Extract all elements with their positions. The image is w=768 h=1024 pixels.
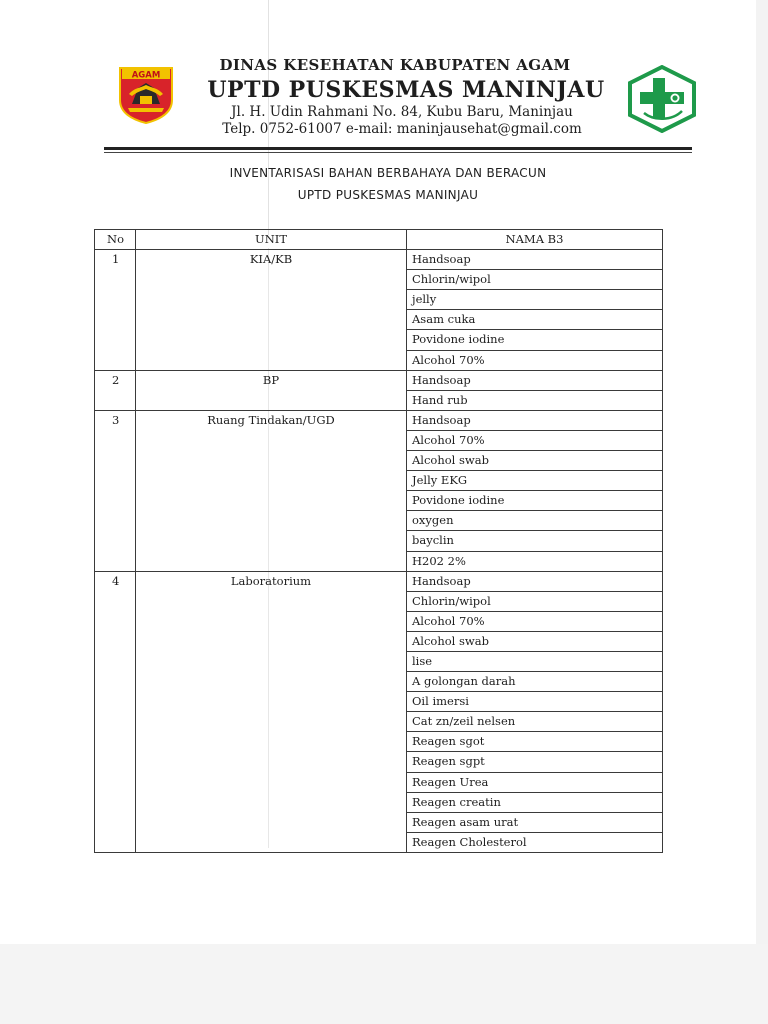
address-line: Jl. H. Udin Rahmani No. 84, Kubu Baru, Maninjau <box>231 104 573 120</box>
b3-item-name: jelly <box>407 290 663 310</box>
b3-item-name: Reagen creatin <box>407 792 663 812</box>
row-number: 3 <box>95 410 136 571</box>
letterhead-rule <box>104 147 692 150</box>
scan-margin <box>0 944 768 1024</box>
letterhead-rule-thin <box>104 152 692 153</box>
b3-item-name: Reagen Urea <box>407 772 663 792</box>
b3-item-name: bayclin <box>407 531 663 551</box>
header-unit: UNIT <box>136 230 407 250</box>
agency-name: DINAS KESEHATAN KABUPATEN AGAM <box>219 56 571 74</box>
unit-name: Laboratorium <box>136 571 407 852</box>
b3-item-name: Alcohol 70% <box>407 611 663 631</box>
emblem-label: AGAM <box>131 70 161 81</box>
institution-name: UPTD PUSKESMAS MANINJAU <box>207 77 605 103</box>
unit-name: Ruang Tindakan/UGD <box>136 410 407 571</box>
table-row <box>95 571 663 591</box>
inventory-table <box>94 229 663 853</box>
b3-item-name: Asam cuka <box>407 310 663 330</box>
b3-item-name: H202 2% <box>407 551 663 571</box>
header-nama-b3: NAMA B3 <box>407 230 663 250</box>
b3-item-name: Chlorin/wipol <box>407 591 663 611</box>
row-number: 1 <box>95 250 136 371</box>
row-number: 2 <box>95 370 136 410</box>
b3-item-name: Handsoap <box>407 250 663 270</box>
row-number: 4 <box>95 571 136 852</box>
b3-item-name: oxygen <box>407 511 663 531</box>
table-row <box>95 410 663 430</box>
b3-item-name: Reagen sgpt <box>407 752 663 772</box>
b3-item-name: Reagen asam urat <box>407 812 663 832</box>
document-title: INVENTARISASI BAHAN BERBAHAYA DAN BERACUN <box>229 166 547 180</box>
unit-name: KIA/KB <box>136 250 407 371</box>
inventory-table-body <box>95 250 663 853</box>
b3-item-name: lise <box>407 651 663 671</box>
header-no: No <box>95 230 136 250</box>
b3-item-name: Cat zn/zeil nelsen <box>407 712 663 732</box>
unit-name: BP <box>136 370 407 410</box>
table-row <box>95 370 663 390</box>
b3-item-name: Handsoap <box>407 370 663 390</box>
contact-line: Telp. 0752-61007 e-mail: maninjausehat@gmail.com <box>222 121 582 137</box>
b3-item-name: Chlorin/wipol <box>407 270 663 290</box>
table-header-row <box>95 230 663 250</box>
b3-item-name: Reagen Cholesterol <box>407 832 663 852</box>
b3-item-name: Reagen sgot <box>407 732 663 752</box>
b3-item-name: Povidone iodine <box>407 330 663 350</box>
b3-item-name: Handsoap <box>407 571 663 591</box>
b3-item-name: Alcohol swab <box>407 451 663 471</box>
b3-item-name: Alcohol 70% <box>407 430 663 450</box>
b3-item-name: Oil imersi <box>407 692 663 712</box>
table-row <box>95 250 663 270</box>
page-edge <box>756 0 768 944</box>
b3-item-name: Alcohol swab <box>407 631 663 651</box>
b3-item-name: Hand rub <box>407 390 663 410</box>
document-subtitle: UPTD PUSKESMAS MANINJAU <box>297 188 479 202</box>
b3-item-name: A golongan darah <box>407 672 663 692</box>
b3-item-name: Alcohol 70% <box>407 350 663 370</box>
b3-item-name: Handsoap <box>407 410 663 430</box>
b3-item-name: Jelly EKG <box>407 471 663 491</box>
b3-item-name: Povidone iodine <box>407 491 663 511</box>
